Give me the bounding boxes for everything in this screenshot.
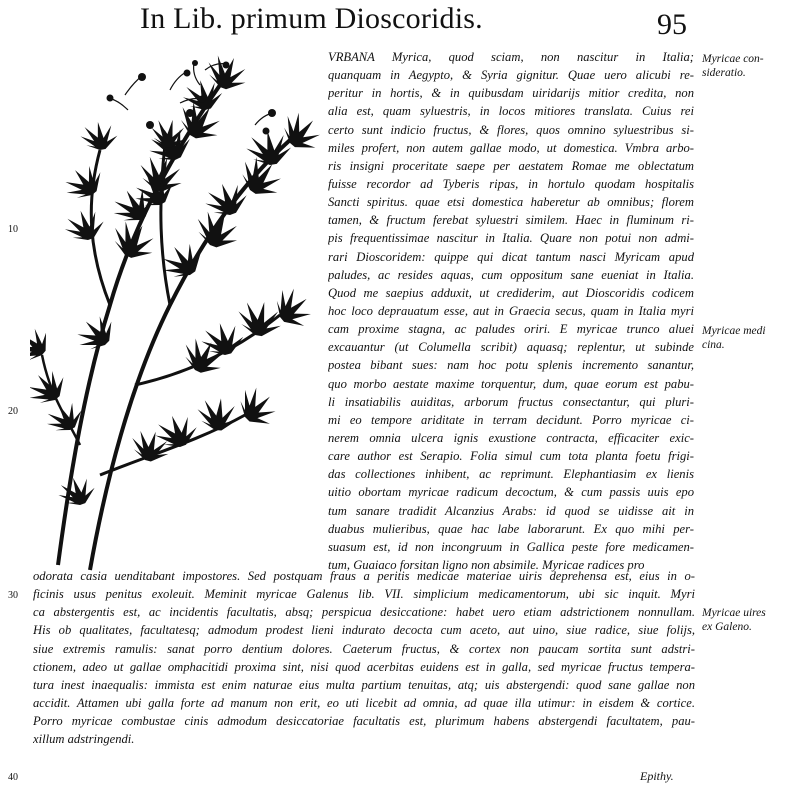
text-line: ficinis usus penitus exoleuit. Meminit myricae Galenus lib. VII. simplicium medicamentorum, ubi sic inquit. Myri [33, 587, 695, 602]
text-line: tum, Guaiaco forsitan ligno non absimile. Myricae radices pro [328, 557, 645, 572]
text-line: pis frequentissimae nascitur in Italia. Quare non potui non admi- [328, 231, 694, 246]
text-line: quo morbo aestate maxime torquentur, dum, quae eorum est pabu- [328, 376, 694, 391]
page-number: 95 [657, 8, 687, 41]
lower-text-block [33, 567, 695, 748]
margin-note-considerations: Myricae con- sideratio. [702, 53, 764, 79]
page-title: In Lib. primum Dioscoridis. [140, 2, 483, 35]
text-line: ris insigni proceritate saepe per aestatem Romae me oblectatum [328, 158, 694, 173]
text-line: hoc loco deprauatum esse, aut in Graecia secus, quam in Italia myri [328, 303, 694, 318]
text-line: tamen, & fructum ferebat syluestri similem. Haec in fluminum ri- [328, 213, 694, 228]
line-number: 30 [8, 590, 18, 601]
text-line: tum sanare tradidit Alcanzius Arabs: id quod se uidisse ait in [328, 503, 694, 518]
text-line: rari Dioscoridem: quippe qui dicat tantum nasci Myricam apud [328, 249, 694, 264]
text-line: uitio obortam myricae radicum decoctum, & cum passis uuis epo [328, 485, 694, 500]
text-line: xillum adstringendi. [33, 732, 135, 747]
text-line: VRBANA Myrica, quod sciam, non nascitur in Italia; [328, 50, 694, 64]
line-number: 40 [8, 772, 18, 783]
text-line: nerem omnia ulcera ignis exustione contracta, efficaciter exic- [328, 430, 694, 445]
tamarisk-illustration [30, 55, 325, 575]
text-line: mi eo tempore ariditate in terram decidunt. Porro myricae ci- [328, 412, 694, 427]
text-line: certo sunt indicio fructus, & flores, quos omnino syluestribus si- [328, 122, 694, 137]
text-line: Sancti spiritus. quae etsi domestica haberetur ab omnibus; florem [328, 195, 694, 210]
main-text-column [328, 48, 694, 574]
text-line: accidit. Attamen ubi galla forte ad manum non erit, eo uti licebit ad omnia, ad quae illa utimur: in eisdem & cortice. [33, 695, 695, 710]
text-line: ca abstergentis est, ac incidentis facultatis, absq; perspicua desiccatione: habet uero etiam adstrictionem nonnullam. [33, 605, 695, 620]
line-number: 10 [8, 224, 18, 235]
text-line: fuisse recordor ad Tyberis ripas, in hortulo quodam hospitalis [328, 176, 694, 191]
text-line: alia est, quam syluestris, in locos mitiores translata. Cuius rei [328, 104, 694, 119]
text-line: das collectiones inhibent, ac reprimunt. Elephantiasim ex lienis [328, 467, 694, 482]
text-line: duabus mulieribus, quae hac labe laborarunt. Ex quo mihi per- [328, 521, 694, 536]
text-line: excauantur (ut Columella scribit) aquasq; replentur, ut subinde [328, 340, 694, 355]
text-line: miles profert, non autem gallae modo, ut domestica. Vmbra arbo- [328, 140, 694, 155]
text-line: odorata casia uenditabant impostores. Sed postquam fraus a peritis medicae materiae uiris deprehensa est, eius in o- [33, 569, 695, 583]
text-line: care author est Serapio. Folia simul cum tota planta foetu frigi- [328, 449, 694, 464]
text-line: peritur in hortis, & in quibusdam uiridarijs mitior credita, non [328, 86, 694, 101]
text-line: siue extremis ramulis: sanat porro dentium dolores. Caeterum fructus, & cortex non paucam sortita sunt adstri- [33, 641, 695, 656]
text-line: His ob qualitates, facultatesq; admodum prodest lieni indurato decocta cum aceto, aut uino, siue radice, siue folijs, [33, 623, 695, 638]
text-line: suasum est, id non incongruum in Gallica peste fore medicamen- [328, 539, 694, 554]
text-line: tura inest inaequalis: immista est enim naturae eius multa partium tenuitas, atq; uis abstergendi: quod sane gallae non [33, 677, 695, 692]
text-line: postea bibant sues: nam hoc potu splenis incremento sanantur, [328, 358, 694, 373]
text-line: paludes, ac resides aquas, cum oppositum sane eueniat in Italia. [328, 267, 694, 282]
text-line: Porro myricae combustae cinis admodum desiccatoriae facultatis est, plurimum habens abstergendi facultatem, pau- [33, 714, 695, 729]
text-line: Quod me saepius adduxit, ut crediderim, aut Dioscoridis codicem [328, 285, 694, 300]
catchword: Epithy. [640, 769, 674, 783]
text-line: quanquam in Aegypto, & Syria gignitur. Quae uero alicubi re- [328, 68, 694, 83]
line-number: 20 [8, 406, 18, 417]
margin-note-galen: Myricae uires ex Galeno. [702, 607, 766, 633]
margin-note-medicine: Myricae medi cina. [702, 325, 766, 351]
text-line: ctionem, adeo ut gallae omphacitidi proxima sint, nisi quod acerbitas euidens est in galla, sed myricae fructus tempera- [33, 659, 695, 674]
text-line: cam proxime stagna, ac paludes oriri. E myricae trunco aluei [328, 322, 694, 337]
text-line: li insatiabilis auiditas, arborum fructus consectantur, qui pluri- [328, 394, 694, 409]
